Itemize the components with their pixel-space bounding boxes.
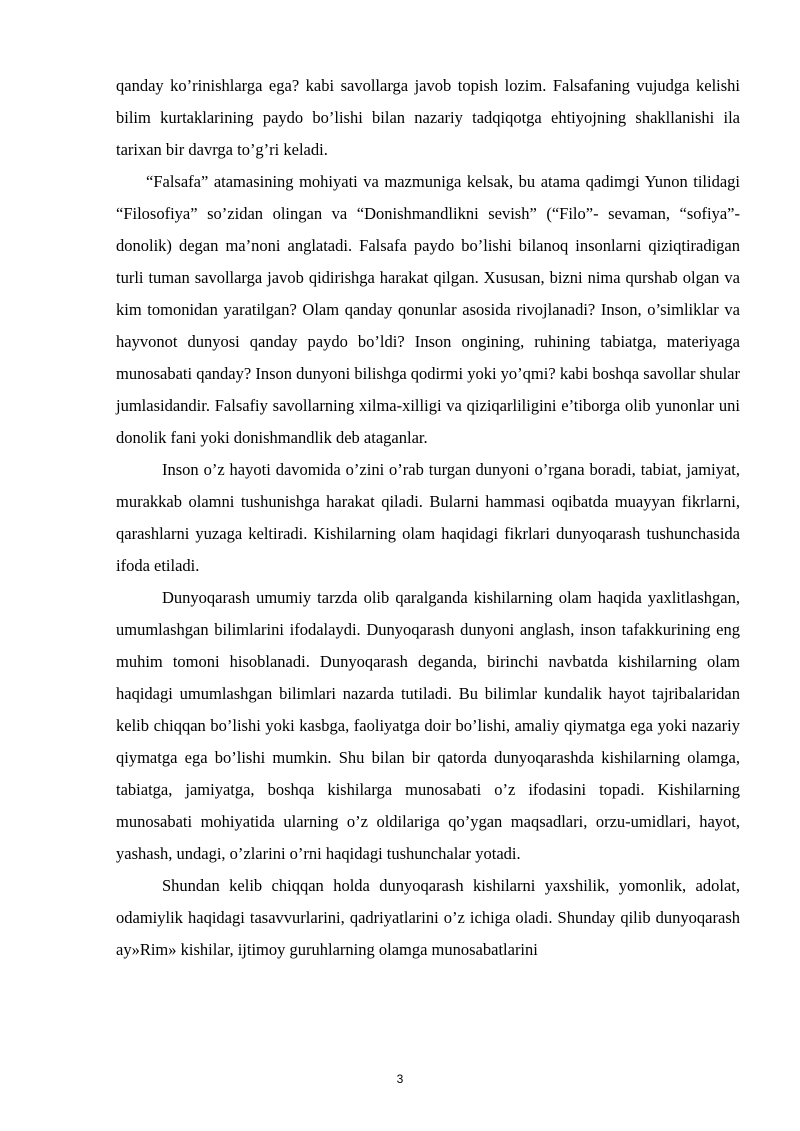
paragraph-dunyoqarash: Dunyoqarash umumiy tarzda olib qaralganda kishilarning olam haqida yaxlitlashgan, umumlashgan bilimlarini ifodalaydi. Dunyoqarash dunyoni anglash, inson tafakkurining eng muhim tomoni hisoblanadi. Dunyoqarash deganda, birinchi navbatda kishilarning olam haqidagi umumlashgan bilimlari nazarda tutiladi. Bu bilimlar kundalik hayot tajribalaridan kelib chiqqan bo’lishi yoki kasbga, faoliyatga doir bo’lishi, amaliy qiymatga ega yoki nazariy qiymatga ega bo’lishi mumkin. Shu bilan bir qatorda dunyoqarashda kishilarning olamga, tabiatga, jamiyatga, boshqa kishilarga munosabati o’z ifodasini topadi. Kishilarning munosabati mohiyatida ularning o’z oldilariga qo’ygan maqsadlari, orzu-umidlari, hayot, yashash, undagi, o’zlarini o’rni haqidagi tushunchalar yotadi.: [116, 588, 740, 863]
paragraph-falsafa-term: “Falsafa” atamasining mohiyati va mazmuniga kelsak, bu atama qadimgi Yunon tilidagi “Filosofiya” so’zidan olingan va “Donishmandlikni sevish” (“Filo”- sevaman, “sofiya”- donolik) degan ma’noni anglatadi. Falsafa paydo bo’lishi bilanoq insonlarni qiziqtiradigan turli tuman savollarga javob qidirishga harakat qilgan. Xususan, bizni nima qurshab olgan va kim tomonidan yaratilgan? Olam qanday qonunlar asosida rivojlanadi? Inson, o’simliklar va hayvonot dunyosi qanday paydo bo’ldi? Inson ongining, ruhining tabiatga, materiyaga munosabati qanday? Inson dunyoni bilishga qodirmi yoki yo’qmi? kabi boshqa savollar shular jumlasidandir. Falsafiy savollarning xilma-xilligi va qiziqarliligini e’tiborga olib yunonlar uni donolik fani yoki donishmandlik deb ataganlar.: [116, 172, 740, 447]
document-body: [116, 70, 740, 966]
paragraph-shundan: Shundan kelib chiqqan holda dunyoqarash kishilarni yaxshilik, yomonlik, adolat, odamiylik haqidagi tasavvurlarini, qadriyatlarini o’z ichiga oladi. Shunday qilib dunyoqarash ay»Rim» kishilar, ijtimoy guruhlarning olamga munosabatlarini: [116, 876, 740, 959]
page-number: 3: [396, 1072, 404, 1086]
paragraph-inson-dunyo: Inson o’z hayoti davomida o’zini o’rab turgan dunyoni o’rgana boradi, tabiat, jamiyat, murakkab olamni tushunishga harakat qiladi. Bularni hammasi oqibatda muayyan fikrlarni, qarashlarni yuzaga keltiradi. Kishilarning olam haqidagi fikrlari dunyoqarash tushunchasida ifoda etiladi.: [116, 460, 740, 575]
paragraph-continuation: qanday ko’rinishlarga ega? kabi savollarga javob topish lozim. Falsafaning vujudga kelishi bilim kurtaklarining paydo bo’lishi bilan nazariy tadqiqotga ehtiyojning shakllanishi ila tarixan bir davrga to’g’ri keladi.: [116, 76, 740, 159]
